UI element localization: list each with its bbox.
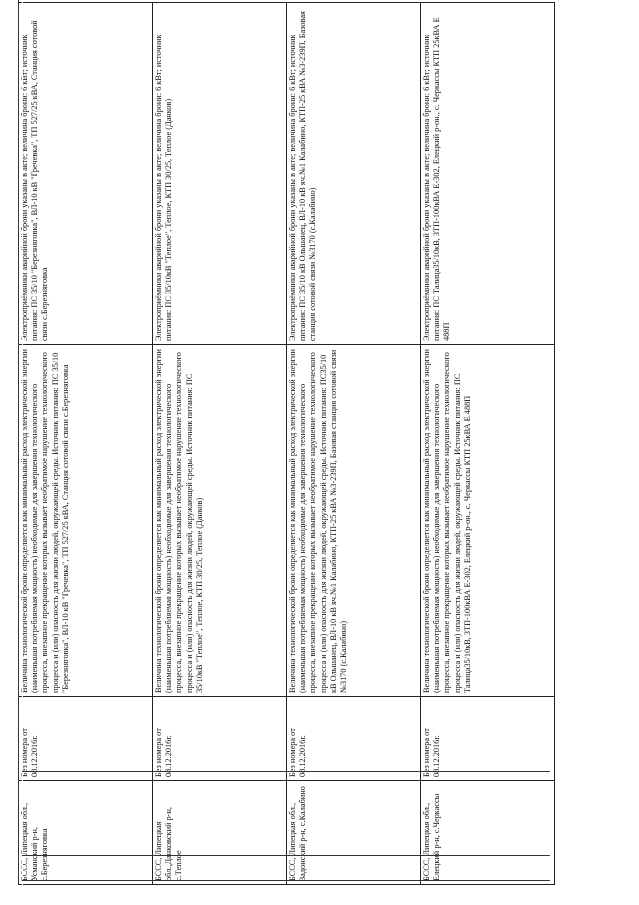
page-rule-bottom-2 <box>22 855 550 856</box>
page-rule-bottom-3 <box>22 880 550 881</box>
divider-line <box>22 0 23 905</box>
document-cell: Без номера от 08.12.2016г. <box>287 697 421 781</box>
location-cell: БССС, Липецкая обл., Задонский р-н, с.Калабино <box>287 781 421 885</box>
page-rule-bottom-1 <box>22 771 550 772</box>
table-row <box>421 3 555 885</box>
location-cell: БССС, Липецкая обл.,Данковский р-н, с.Теплое <box>153 781 287 885</box>
document-cell: Без номера от 08.12.2016г. <box>421 697 555 781</box>
note-cell: Электроприёмники аварийной брони указаны в акте; величина брони: 6 кВт; источник питания: ПС 35/10 "Березняговка", ВЛ-10 кВ "Гречевка", ТП 527/25 кВА, Станция сотовой связи с.Березняговка <box>19 3 153 345</box>
description-cell: Величина технологической брони определяется как минимальный расход электрической энергии (наименьшая потребляемая мощность) необходимые для завершения технологического процесса, внезапное прекращение которых вызывает необратимое нарушение технологического процесса и (или) опасность для жизни людей, окружающей среды. Источник питания: ПС 35/10кВ "Теплое", Теплое, КТП 30/25, Теплое (Данков) <box>153 345 287 697</box>
note-cell: Электроприёмники аварийной брони указаны в акте; величина брони: 6 кВт; источник питания: ПС Талица35/10кВ, ЗТП-100кВА Е-302, Елецкий р-он., с. Черкассы КТП 25кВА Е 488П <box>421 3 555 345</box>
rotated-content <box>18 0 558 885</box>
description-cell: Величина технологической брони определяется как минимальный расход электрической энергии (наименьшая потребляемая мощность) необходимые для завершения технологического процесса, внезапное прекращение которых вызывает необратимое нарушение технологического процесса и (или) опасность для жизни людей, окружающей среды. Источник питания: ПС35/10 кВ Ольшанец, ВЛ-10 кВ яч.№1 Калабино, КТП-25 кВА №3-239П, Базовая станция сотовой связи №3170 (с.Калабино) <box>287 345 421 697</box>
location-cell: БССС, Липецкая обл., Усманский р-н, с.Березняговка <box>19 781 153 885</box>
note-cell: Электроприёмники аварийной брони указаны в акте; величина брони: 6 кВт; источник питания: ПС 35/10кВ "Теплое", Теплое, КТП 30/25, Теплое (Данков) <box>153 3 287 345</box>
description-cell: Величина технологической брони определяется как минимальный расход электрической энергии (наименьшая потребляемая мощность) необходимые для завершения технологического процесса, внезапное прекращение которых вызывает необратимое нарушение технологического процесса и (или) опасность для жизни людей, окружающей среды. Источник питания: ПС Талица35/10кВ, ЗТП-100кВА Е-302, Елецкий р-он., с. Черкассы КТП 25кВА Е 488П <box>421 345 555 697</box>
document-cell: Без номера от 08.12.2016г. <box>153 697 287 781</box>
description-cell: Величина технологической брони определяется как минимальный расход электрической энергии (наименьшая потребляемая мощность) необходимые для завершения технологического процесса, внезапное прекращение которых вызывает необратимое нарушение технологического процесса и (или) опасность для жизни людей, окружающей среды. Источник питания: ПС 35/10 "Березняговка", ВЛ-10 кВ "Гречевка", ТП 527/25 кВА, Станция сотовой связи с.Березняговка <box>19 345 153 697</box>
note-cell: Электроприёмники аварийной брони указаны в акте; величина брони: 6 кВт; источник питания: ПС 35/10 кВ Ольшанец, ВЛ-10 кВ яч.№1 Калабино, КТП-25 кВА №3-239П, Базовая станция сотовой связи №3170 (с.Калабино) <box>287 3 421 345</box>
divider-line <box>0 0 1 1</box>
reserve-table <box>18 2 555 885</box>
divider-line <box>18 0 19 885</box>
document-cell: Без номера от 08.12.2016г. <box>19 697 153 781</box>
table-row <box>153 3 287 885</box>
table-row <box>287 3 421 885</box>
location-cell: БССС, Липецкая обл., Елецкий р-н, с.Черкассы <box>421 781 555 885</box>
table-row <box>19 3 153 885</box>
